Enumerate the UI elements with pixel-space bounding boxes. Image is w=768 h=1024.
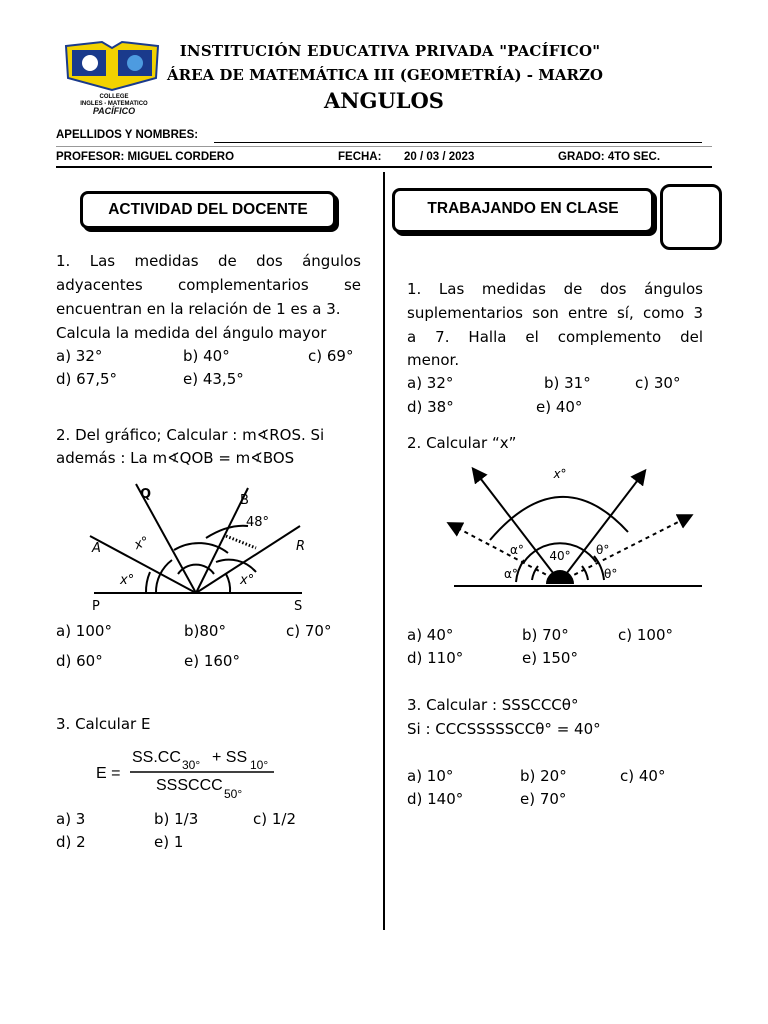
right-q2-option-a: a) 40°: [407, 626, 454, 644]
grade-label: GRADO: 4TO SEC.: [558, 151, 661, 163]
angle-figure-right: [446, 462, 716, 602]
logo-text-brand: PACÍFICO: [92, 106, 136, 116]
right-q1-option-a: a) 32°: [407, 374, 454, 392]
left-q1-option-c: c) 69°: [308, 347, 354, 365]
names-label: APELLIDOS Y NOMBRES:: [56, 129, 199, 141]
label-x-1: x°: [132, 534, 151, 554]
right-q3-option-e: e) 70°: [520, 790, 567, 808]
label-theta-1: θ°: [596, 543, 610, 557]
right-q3-option-b: b) 20°: [520, 767, 567, 785]
left-q1-option-d: d) 67,5°: [56, 370, 118, 388]
left-q1-option-e: e) 43,5°: [183, 370, 244, 388]
formula-e: [94, 742, 284, 802]
label-r: R: [296, 539, 306, 554]
right-q2-option-e: e) 150°: [522, 649, 578, 667]
label-b: B: [240, 493, 249, 508]
angle-figure-left: [80, 478, 320, 616]
right-q1-line2: suplementarios son entre sí, como 3: [407, 304, 703, 322]
column-divider: [383, 172, 385, 930]
label-40: 40°: [549, 549, 571, 563]
formula-den: SSSCCC: [156, 777, 223, 794]
teacher-label: PROFESOR: MIGUEL CORDERO: [56, 151, 235, 163]
right-q1-option-c: c) 30°: [635, 374, 681, 392]
logo-text-subject: INGLES - MATEMATICO: [80, 101, 148, 107]
left-q3-option-c: c) 1/2: [253, 810, 297, 828]
date-label: FECHA:: [338, 151, 382, 163]
teacher-activity-box: [80, 191, 336, 229]
class-work-label: TRABAJANDO EN CLASE: [427, 200, 619, 217]
right-q2-option-b: b) 70°: [522, 626, 569, 644]
left-q3-option-e: e) 1: [154, 833, 184, 851]
label-alpha-2: α°: [504, 567, 518, 581]
left-q1-line4: Calcula la medida del ángulo mayor: [56, 324, 327, 342]
right-q2-line1: 2. Calcular “x”: [407, 434, 517, 452]
right-q1-line3: a 7. Halla el complemento del: [407, 328, 703, 346]
right-q3-line2: Si : CCCSSSSSCCθ° = 40°: [407, 720, 601, 738]
left-q2-option-b: b)80°: [184, 622, 226, 640]
label-x-3: x°: [240, 573, 255, 588]
score-box: [660, 184, 722, 250]
left-q3-option-a: a) 3: [56, 810, 86, 828]
label-x-2: x°: [120, 573, 135, 588]
logo-text-college: COLLEGE: [99, 94, 129, 100]
area-title: ÁREA DE MATEMÁTICA III (GEOMETRÍA) - MARZO: [167, 66, 603, 84]
left-q2-line2: además : La m∢QOB = m∢BOS: [56, 449, 295, 467]
class-work-box: [392, 188, 654, 233]
teacher-activity-label: ACTIVIDAD DEL DOCENTE: [108, 201, 308, 218]
label-p: P: [92, 599, 100, 614]
left-q1-option-a: a) 32°: [56, 347, 103, 365]
right-q2-option-d: d) 110°: [407, 649, 464, 667]
left-q2-line1: 2. Del gráfico; Calcular : m∢ROS. Si: [56, 426, 325, 444]
formula-plus: + SS: [212, 749, 248, 766]
page-title: ANGULOS: [324, 88, 444, 113]
right-q3-option-d: d) 140°: [407, 790, 464, 808]
right-q1-line1: 1. Las medidas de dos ángulos: [407, 280, 703, 298]
left-q1-line1: 1. Las medidas de dos ángulos: [56, 252, 361, 270]
label-48: 48°: [246, 515, 270, 530]
right-q3-option-a: a) 10°: [407, 767, 454, 785]
left-q2-option-e: e) 160°: [184, 652, 240, 670]
right-q1-line4: menor.: [407, 351, 460, 369]
formula-num-a: SS.CC: [132, 749, 181, 766]
formula-sub-a: 30°: [182, 758, 201, 772]
right-q1-option-e: e) 40°: [536, 398, 583, 416]
left-q3-line1: 3. Calcular E: [56, 715, 151, 733]
left-q2-option-d: d) 60°: [56, 652, 103, 670]
date-value: 20 / 03 / 2023: [404, 151, 475, 163]
right-q1-option-d: d) 38°: [407, 398, 454, 416]
left-q1-line2: adyacentes complementarios se: [56, 276, 361, 294]
label-alpha-1: α°: [510, 543, 524, 557]
right-q1-option-b: b) 31°: [544, 374, 591, 392]
label-q: Q: [140, 487, 152, 502]
left-q1-option-b: b) 40°: [183, 347, 230, 365]
label-theta-2: θ°: [604, 567, 618, 581]
label-a: A: [92, 541, 101, 556]
right-q2-option-c: c) 100°: [618, 626, 673, 644]
names-fill-line: [214, 142, 702, 143]
right-q3-line1: 3. Calcular : SSSCCCθ°: [407, 696, 579, 714]
label-s: S: [294, 599, 303, 614]
left-q3-option-d: d) 2: [56, 833, 86, 851]
left-q3-option-b: b) 1/3: [154, 810, 199, 828]
left-q1-line3: encuentran en la relación de 1 es a 3.: [56, 300, 341, 318]
left-q2-option-a: a) 100°: [56, 622, 112, 640]
formula-sub-b: 10°: [250, 758, 269, 772]
header-rule-2: [56, 166, 712, 168]
formula-lhs: E =: [96, 765, 121, 782]
header-rule-1: [56, 146, 712, 147]
formula-sub-c: 50°: [224, 787, 243, 801]
school-name: INSTITUCIÓN EDUCATIVA PRIVADA "PACÍFICO": [179, 42, 601, 60]
label-x: x°: [553, 467, 567, 481]
left-q2-option-c: c) 70°: [286, 622, 332, 640]
right-q3-option-c: c) 40°: [620, 767, 666, 785]
